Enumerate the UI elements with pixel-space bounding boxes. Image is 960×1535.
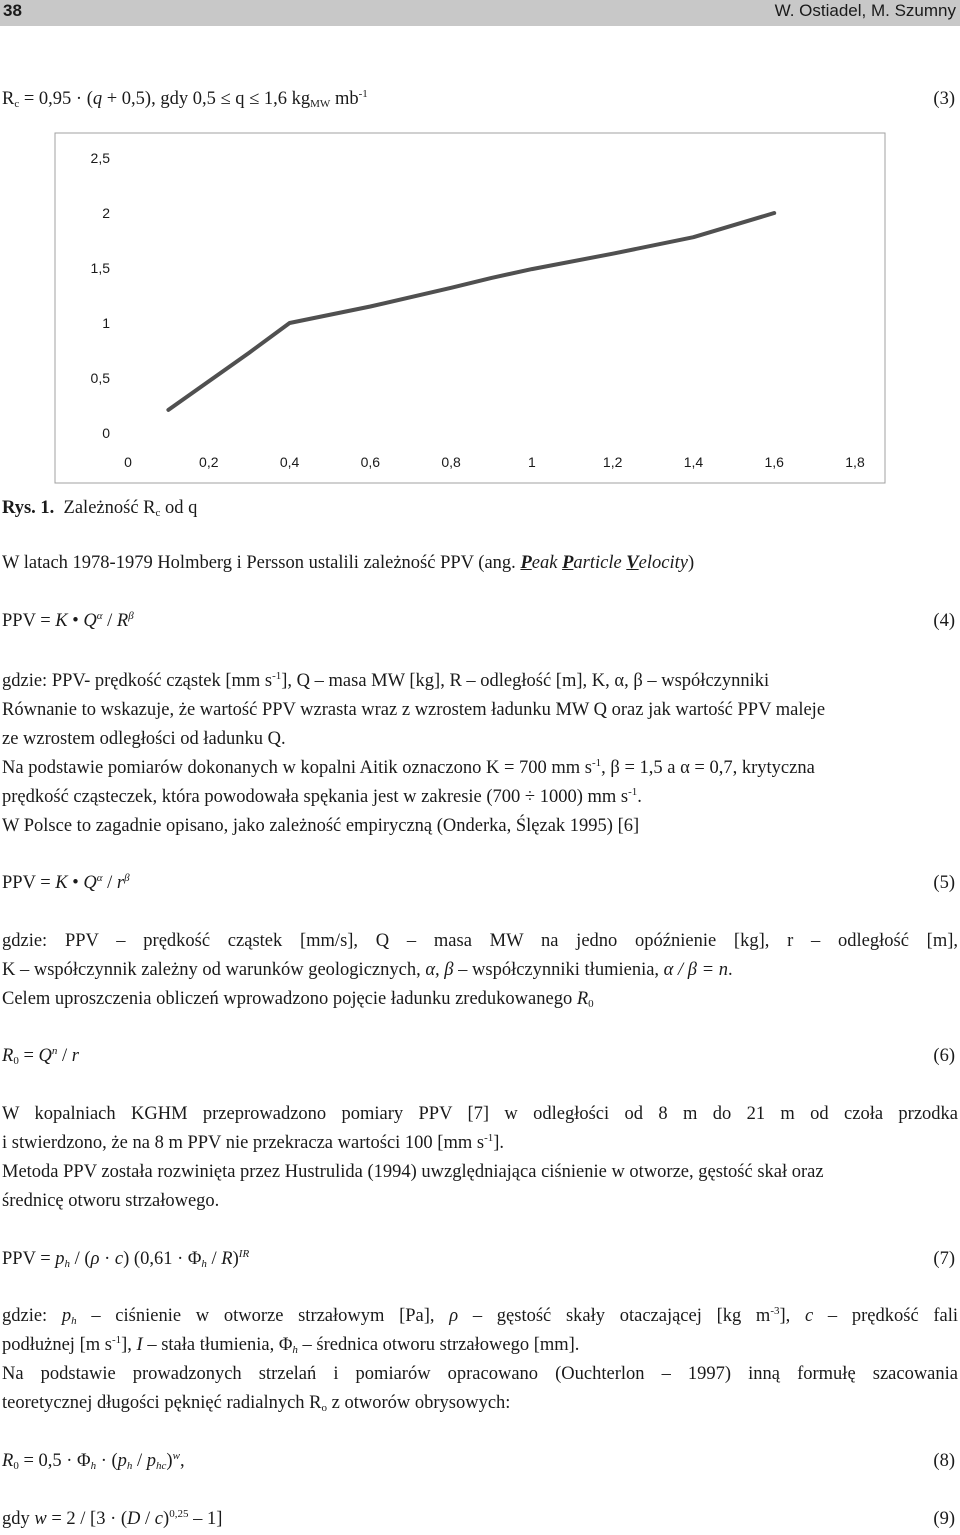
- equation-9: gdy w = 2 / [3 · (D / c)$^{0,25}$ – 1] (9): [2, 1508, 955, 1529]
- equation-number: (6): [933, 1046, 955, 1066]
- chart-border: [55, 133, 885, 483]
- text-line: Na podstawie pomiarów dokonanych w kopalni Aitik oznaczono K = 700 mm $s^{-1}$, β = 1,5 a α = 0,7, krytyczna: [2, 757, 815, 778]
- x-tick-label: 1,6: [764, 454, 784, 470]
- text-line: prędkość cząsteczek, która powodowała spękania jest w zakresie (700 ÷ 1000) mm $s^{-1}$.: [2, 786, 642, 807]
- text-line: gdzie: $p_h$ – ciśnienie w otworze strzałowym [Pa], ρ – gęstość skały otaczającej [kg $m^{-3}$], c – prędkość fali: [2, 1305, 959, 1327]
- equation-number: (4): [933, 611, 955, 631]
- page-number: 38: [3, 1, 22, 20]
- equation-7: PPV = $p_h / (\rho \cdot c) (0,61 \cdot \Phi_h / R)^{IR}$ (7): [2, 1248, 955, 1270]
- text-line: K – współczynnik zależny od warunków geologicznych, α, β – współczynniki tłumienia, α / β = n.: [2, 960, 733, 980]
- equation-8: $R_0 = 0,5 \cdot \Phi_h \cdot (p_h / p_{hc})^w$, (8): [2, 1450, 955, 1472]
- x-tick-label: 1,2: [602, 454, 623, 470]
- figure-caption: Rys. 1. Zależność $R_c$ od q: [2, 498, 198, 519]
- line-chart: [0, 125, 900, 490]
- text-line: i stwierdzono, że na 8 m PPV nie przekracza wartości 100 [mm $s^{-1}$].: [2, 1132, 505, 1153]
- equation-3: $R_c = 0,95 \cdot (q + 0,5)$, gdy 0,5 ≤ q ≤ 1,6 $kg_{MW}$ $mb^{-1}$ (3): [2, 88, 955, 110]
- equation-number: (7): [933, 1249, 955, 1269]
- x-tick-label: 0,6: [360, 454, 381, 470]
- y-tick-label: 2: [102, 205, 110, 221]
- y-tick-label: 2,5: [90, 150, 110, 166]
- running-authors: W. Ostiadel, M. Szumny: [774, 1, 956, 20]
- x-tick-label: 0,2: [199, 454, 219, 470]
- text-line: gdzie: PPV- prędkość cząstek [mm $s^{-1}$], Q – masa MW [kg], R – odległość [m], K, α, β – współczynniki: [2, 670, 770, 691]
- text-line: ze wzrostem odległości od ładunku Q.: [2, 729, 286, 749]
- text-line: W Polsce to zagadnie opisano, jako zależność empiryczną (Onderka, Ślęzak 1995) [6]: [2, 816, 640, 836]
- x-tick-label: 0,4: [279, 454, 300, 470]
- equation-5: PPV = K • $Q^\alpha / r^\beta$ (5): [2, 872, 955, 893]
- equation-4: PPV = K • $Q^\alpha / R^\beta$ (4): [2, 610, 955, 631]
- text-line: teoretycznej długości pęknięć radialnych $R_o$ z otworów obrysowych:: [2, 1393, 511, 1414]
- x-tick-label: 0: [124, 454, 132, 470]
- page-header: [0, 0, 960, 26]
- x-tick-label: 0,8: [441, 454, 461, 470]
- x-tick-label: 1,8: [845, 454, 865, 470]
- y-tick-label: 1,5: [90, 260, 110, 276]
- text-line: Na podstawie prowadzonych strzelań i pomiarów opracowano (Ouchterlon – 1997) inną formułę szacowania: [2, 1364, 958, 1384]
- paragraph-holmberg: W latach 1978-1979 Holmberg i Persson ustalili zależność PPV (ang. Peak Particle Velocity): [2, 553, 695, 573]
- equation-number: (3): [933, 89, 955, 109]
- text-line: Równanie to wskazuje, że wartość PPV wzrasta wraz z wzrostem ładunku MW Q oraz jak wartość PPV maleje: [2, 700, 826, 720]
- text-line: Celem uproszczenia obliczeń wprowadzono pojęcie ładunku zredukowanego $R_0$: [2, 989, 594, 1010]
- x-tick-label: 1: [527, 454, 536, 470]
- equation-number: (8): [933, 1451, 955, 1471]
- text-line: średnicę otworu strzałowego.: [2, 1191, 220, 1211]
- y-tick-label: 0,5: [90, 370, 110, 386]
- x-tick-label: 1,4: [683, 454, 704, 470]
- text-line: Metoda PPV została rozwinięta przez Hustrulida (1994) uwzględniająca ciśnienie w otworze, gęstość skał oraz: [2, 1162, 824, 1182]
- equation-number: (5): [933, 873, 955, 893]
- text-line: podłużnej [m $s^{-1}$], I – stała tłumienia, $\Phi_h$ – średnica otworu strzałowego [mm].: [2, 1334, 580, 1356]
- equation-6: $R_0 = Q^n / r$ (6): [2, 1045, 955, 1067]
- y-tick-label: 0: [102, 425, 110, 441]
- text-line: W kopalniach KGHM przeprowadzono pomiary PPV [7] w odległości od 8 m do 21 m od czoła przodka: [2, 1104, 958, 1124]
- equation-number: (9): [933, 1509, 955, 1529]
- y-tick-label: 1: [102, 315, 110, 331]
- text-line: gdzie: PPV – prędkość cząstek [mm/s], Q – masa MW na jedno opóźnienie [kg], r – odległość [m],: [2, 931, 958, 951]
- data-line: [168, 213, 774, 410]
